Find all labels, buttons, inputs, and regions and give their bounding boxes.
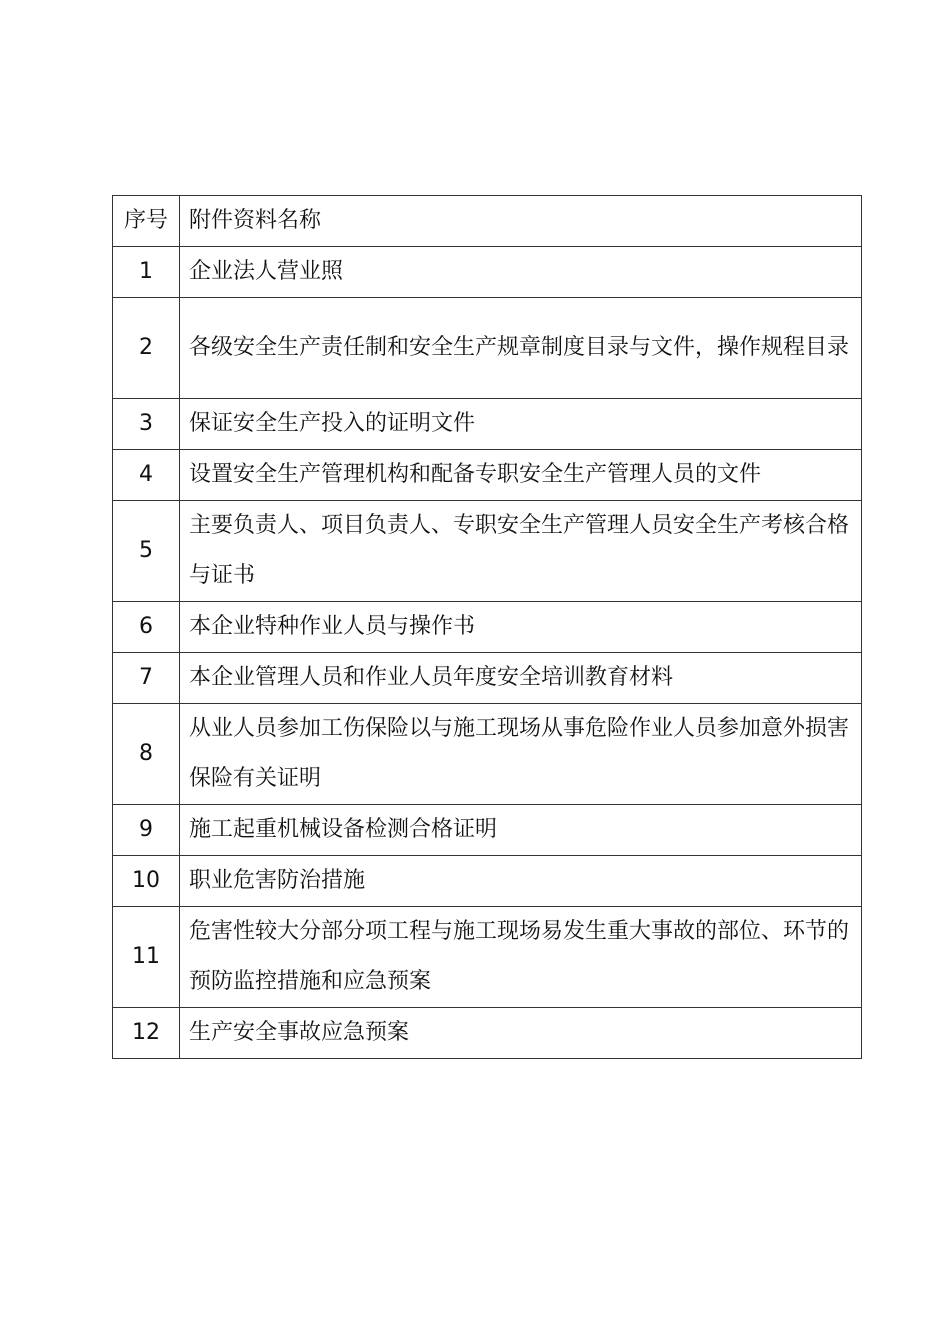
row-name: 从业人员参加工伤保险以与施工现场从事危险作业人员参加意外损害保险有关证明 [180,704,862,805]
row-name: 设置安全生产管理机构和配备专职安全生产管理人员的文件 [180,450,862,501]
table-row [113,450,862,501]
table-row [113,399,862,450]
table-row [113,602,862,653]
row-num: 12 [113,1008,180,1059]
row-num: 7 [113,653,180,704]
table-row [113,704,862,805]
table-row [113,856,862,907]
row-name: 本企业管理人员和作业人员年度安全培训教育材料 [180,653,862,704]
row-name: 危害性较大分部分项工程与施工现场易发生重大事故的部位、环节的预防监控措施和应急预案 [180,907,862,1008]
row-num: 2 [113,298,180,399]
row-num: 8 [113,704,180,805]
row-num: 11 [113,907,180,1008]
row-name: 生产安全事故应急预案 [180,1008,862,1059]
header-name: 附件资料名称 [180,196,862,247]
table-row [113,501,862,602]
row-name: 本企业特种作业人员与操作书 [180,602,862,653]
header-num: 序号 [113,196,180,247]
row-name: 企业法人营业照 [180,247,862,298]
row-num: 4 [113,450,180,501]
row-num: 3 [113,399,180,450]
row-name: 各级安全生产责任制和安全生产规章制度目录与文件，操作规程目录 [180,298,862,399]
row-num: 6 [113,602,180,653]
table-header-row [113,196,862,247]
row-num: 5 [113,501,180,602]
attachment-table [112,195,862,1059]
table-row [113,907,862,1008]
row-name: 施工起重机械设备检测合格证明 [180,805,862,856]
row-name: 主要负责人、项目负责人、专职安全生产管理人员安全生产考核合格与证书 [180,501,862,602]
row-name: 保证安全生产投入的证明文件 [180,399,862,450]
row-num: 9 [113,805,180,856]
table-row [113,298,862,399]
table-row [113,1008,862,1059]
table-row [113,805,862,856]
row-num: 10 [113,856,180,907]
table-row [113,653,862,704]
row-name: 职业危害防治措施 [180,856,862,907]
row-num: 1 [113,247,180,298]
table-row [113,247,862,298]
